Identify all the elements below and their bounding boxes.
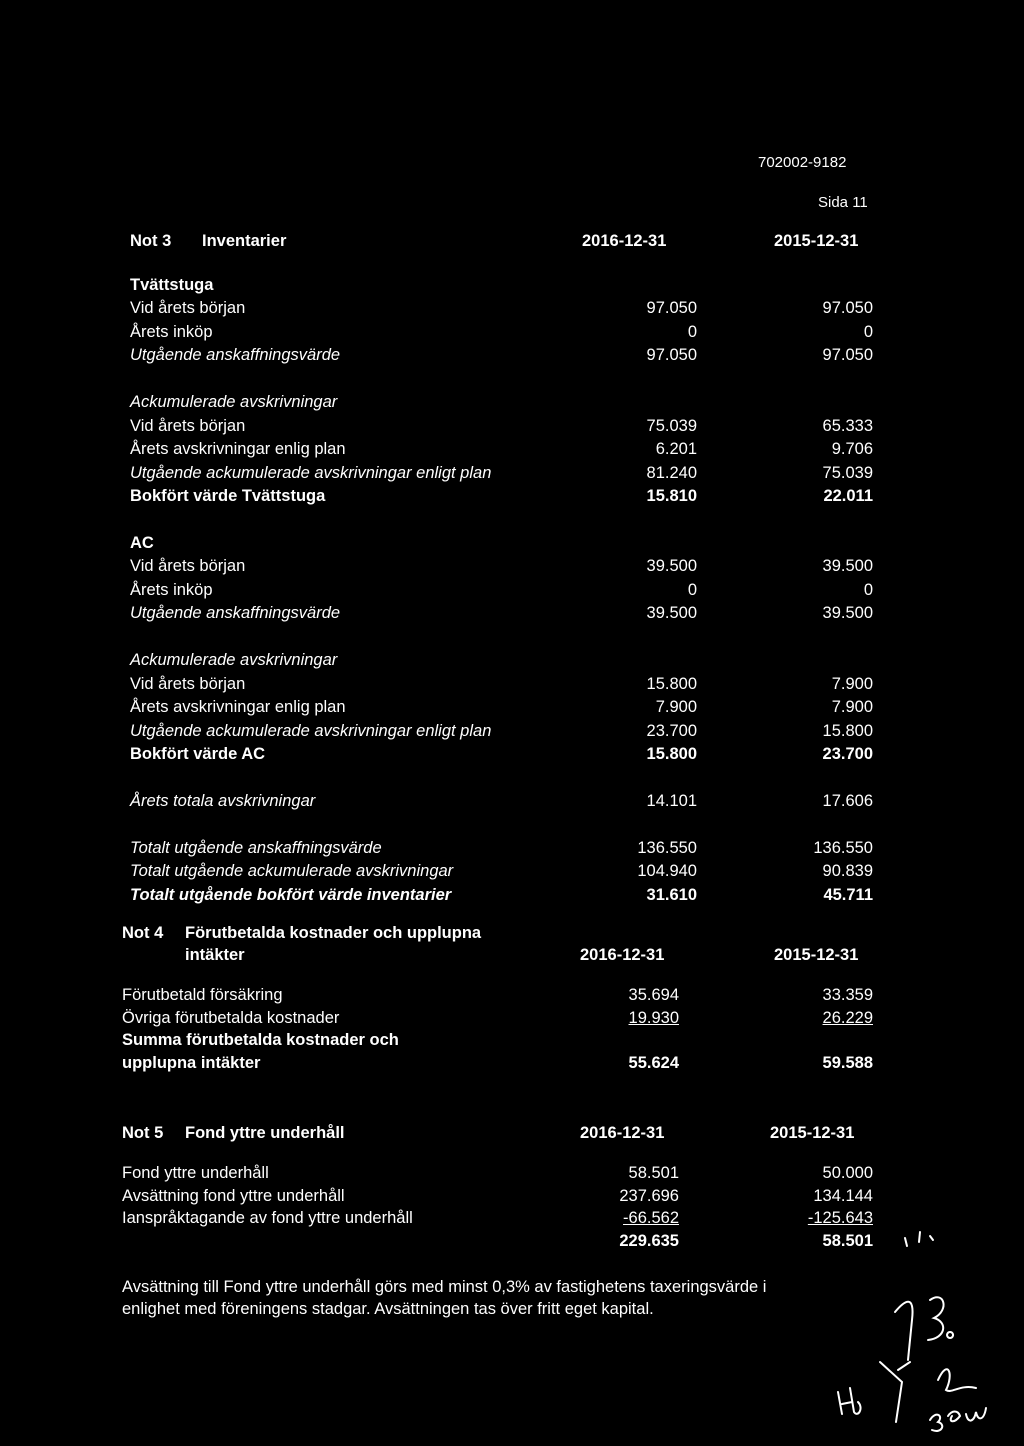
- note3-row-v1: 97.050: [646, 299, 697, 318]
- note3-row-v1: 15.800: [646, 745, 697, 763]
- note3-row: [0, 464, 1024, 486]
- note5-row: [0, 1187, 1024, 1209]
- note4-row-v2: 26.229: [822, 1008, 873, 1027]
- note4-col2-header: 2015-12-31: [774, 946, 859, 964]
- note3-row-v2: 136.550: [813, 838, 873, 857]
- note3-row-v1: 15.810: [646, 487, 697, 506]
- note3-row-v2: 45.711: [823, 885, 873, 904]
- note5-col2-header: 2015-12-31: [770, 1124, 855, 1142]
- note3-row: [0, 745, 1024, 767]
- note3-row: [0, 323, 1024, 345]
- note4-row-v1: 19.930: [628, 1008, 679, 1027]
- note4-number: Not 4: [122, 924, 164, 942]
- note3-row: [0, 581, 1024, 603]
- note3-row: [0, 534, 1024, 556]
- note3-row: [0, 862, 1024, 884]
- note3-row-v2: 90.839: [822, 862, 873, 881]
- note3-row-v1: 0: [687, 580, 697, 599]
- note3-row-label: Utgående ackumulerade avskrivningar enligt plan: [130, 721, 492, 740]
- note3-row-v1: 39.500: [646, 557, 697, 576]
- note3-row-label: Vid årets början: [130, 299, 246, 318]
- note3-row-v1: 81.240: [646, 463, 697, 482]
- note3-row: [0, 417, 1024, 439]
- note3-row-label: Ackumulerade avskrivningar: [130, 651, 338, 670]
- note3-row: [0, 628, 1024, 650]
- note3-row: [0, 886, 1024, 908]
- note3-row: [0, 722, 1024, 744]
- note3-row: [0, 511, 1024, 533]
- note3-row: [0, 792, 1024, 814]
- note5-row-v1: 237.696: [619, 1186, 679, 1205]
- note3-row-v2: 39.500: [822, 557, 873, 576]
- note5-text-line1: Avsättning till Fond yttre underhåll görs med minst 0,3% av fastighetens taxeringsvärde i: [122, 1278, 767, 1296]
- note3-row-label: Tvättstuga: [130, 276, 214, 294]
- note3-row: [0, 276, 1024, 298]
- note4-row-label: Summa förutbetalda kostnader och: [122, 1031, 399, 1049]
- note3-row-label: Vid årets början: [130, 416, 246, 435]
- note4-row-v2: 59.588: [822, 1053, 873, 1072]
- note4-col1-header: 2016-12-31: [580, 946, 665, 964]
- note5-row-v2: 50.000: [822, 1164, 873, 1182]
- note4-row-v1: 55.624: [628, 1053, 679, 1072]
- note4-row-v1: 35.694: [628, 986, 679, 1004]
- note3-row-label: Årets avskrivningar enlig plan: [130, 440, 346, 459]
- note3-row: [0, 299, 1024, 321]
- note3-row-v2: 65.333: [822, 416, 873, 435]
- note5-number: Not 5: [122, 1124, 164, 1142]
- note3-row: [0, 346, 1024, 368]
- note3-row-v2: 97.050: [822, 299, 873, 318]
- note3-row-v2: 97.050: [822, 346, 873, 365]
- note3-row-label: Bokfört värde Tvättstuga: [130, 487, 326, 506]
- note3-row-label: Utgående anskaffningsvärde: [130, 604, 341, 623]
- note3-row-v1: 0: [687, 322, 697, 341]
- note3-row-v1: 7.900: [655, 698, 697, 717]
- note3-row-v2: 39.500: [822, 604, 873, 623]
- note3-number: Not 3: [130, 232, 172, 250]
- note3-row: [0, 393, 1024, 415]
- note4-row-v2: 33.359: [822, 986, 873, 1004]
- note3-row-label: Årets avskrivningar enlig plan: [130, 698, 346, 717]
- note3-row-v2: 22.011: [823, 487, 873, 506]
- note3-row-v2: 9.706: [831, 440, 873, 459]
- note3-row: [0, 698, 1024, 720]
- note3-row-v1: 23.700: [646, 721, 697, 740]
- note5-row-label: Ianspråktagande av fond yttre underhåll: [122, 1209, 413, 1227]
- note3-row-label: Utgående anskaffningsvärde: [130, 346, 341, 365]
- note3-col1-header: 2016-12-31: [582, 232, 667, 250]
- note3-row: [0, 487, 1024, 509]
- note4-row-label: upplupna intäkter: [122, 1053, 261, 1072]
- note4-row: [0, 1054, 1024, 1076]
- note3-row-v1: 75.039: [646, 416, 697, 435]
- note4-row-label: Förutbetald försäkring: [122, 986, 283, 1004]
- note5-row: [0, 1164, 1024, 1186]
- note3-row-v1: 6.201: [655, 440, 697, 459]
- note3-row: [0, 675, 1024, 697]
- note3-row-v2: 23.700: [822, 745, 873, 763]
- note3-row-v2: 15.800: [822, 721, 873, 740]
- note3-row-label: Årets inköp: [130, 580, 213, 599]
- note4-title-line1: Förutbetalda kostnader och upplupna: [185, 924, 482, 942]
- note3-row-v2: 7.900: [831, 674, 873, 693]
- page-number: Sida 11: [818, 194, 868, 211]
- note4-row: [0, 986, 1024, 1008]
- note3-title: Inventarier: [202, 232, 287, 250]
- note3-row: [0, 815, 1024, 837]
- note4-row-label: Övriga förutbetalda kostnader: [122, 1008, 340, 1027]
- note5-row-label: Avsättning fond yttre underhåll: [122, 1186, 345, 1205]
- note3-row-v1: 15.800: [646, 674, 697, 693]
- note3-row: [0, 370, 1024, 392]
- note3-row-label: Totalt utgående anskaffningsvärde: [130, 838, 382, 857]
- note3-row-v1: 97.050: [646, 346, 697, 365]
- note3-row-v1: 14.101: [646, 791, 697, 810]
- note3-row-v2: 75.039: [822, 463, 873, 482]
- note5-title: Fond yttre underhåll: [185, 1124, 345, 1142]
- note3-row-v2: 0: [863, 580, 873, 599]
- note3-row: [0, 604, 1024, 626]
- note5-row-v1: 58.501: [628, 1164, 679, 1182]
- note5-col1-header: 2016-12-31: [580, 1124, 665, 1142]
- note3-row-label: Totalt utgående bokfört värde inventarier: [130, 885, 452, 904]
- note3-row-v1: 31.610: [646, 885, 697, 904]
- note3-row-label: Bokfört värde AC: [130, 745, 266, 763]
- note3-row: [0, 839, 1024, 861]
- note3-row-label: Totalt utgående ackumulerade avskrivningar: [130, 862, 454, 881]
- note5-row-v1: -66.562: [623, 1209, 679, 1227]
- note3-row-v1: 104.940: [637, 862, 697, 881]
- note3-row-v2: 7.900: [831, 698, 873, 717]
- org-number: 702002-9182: [758, 154, 847, 171]
- note3-row-label: Årets inköp: [130, 322, 213, 341]
- note3-row-v2: 17.606: [822, 791, 873, 810]
- note5-row-label: Fond yttre underhåll: [122, 1164, 269, 1182]
- note3-row-label: Ackumulerade avskrivningar: [130, 393, 338, 412]
- note5-row-v2: 134.144: [813, 1186, 873, 1205]
- note3-col2-header: 2015-12-31: [774, 232, 859, 250]
- note3-row-label: Vid årets början: [130, 674, 246, 693]
- note3-row-label: Årets totala avskrivningar: [130, 791, 316, 810]
- note3-row-v1: 136.550: [637, 838, 697, 857]
- note3-row-v1: 39.500: [646, 604, 697, 623]
- note3-row: [0, 651, 1024, 673]
- note3-row: [0, 768, 1024, 790]
- note3-row: [0, 440, 1024, 462]
- note4-row: [0, 1009, 1024, 1031]
- note3-row: [0, 557, 1024, 579]
- note3-row-v2: 0: [863, 322, 873, 341]
- note3-row-label: Utgående ackumulerade avskrivningar enligt plan: [130, 463, 492, 482]
- note5-row-v2: -125.643: [807, 1209, 873, 1227]
- note3-row-label: Vid årets början: [130, 557, 246, 576]
- note3-row-label: AC: [130, 533, 154, 552]
- note5-text-line2: enlighet med föreningens stadgar. Avsättningen tas över fritt eget kapital.: [122, 1300, 654, 1318]
- handwritten-signatures: [820, 1220, 1020, 1440]
- note5-row-v2: 58.501: [822, 1231, 873, 1250]
- note5-row-v1: 229.635: [619, 1231, 679, 1250]
- note4-title-line2: intäkter: [185, 946, 245, 964]
- note4-row: [0, 1031, 1024, 1053]
